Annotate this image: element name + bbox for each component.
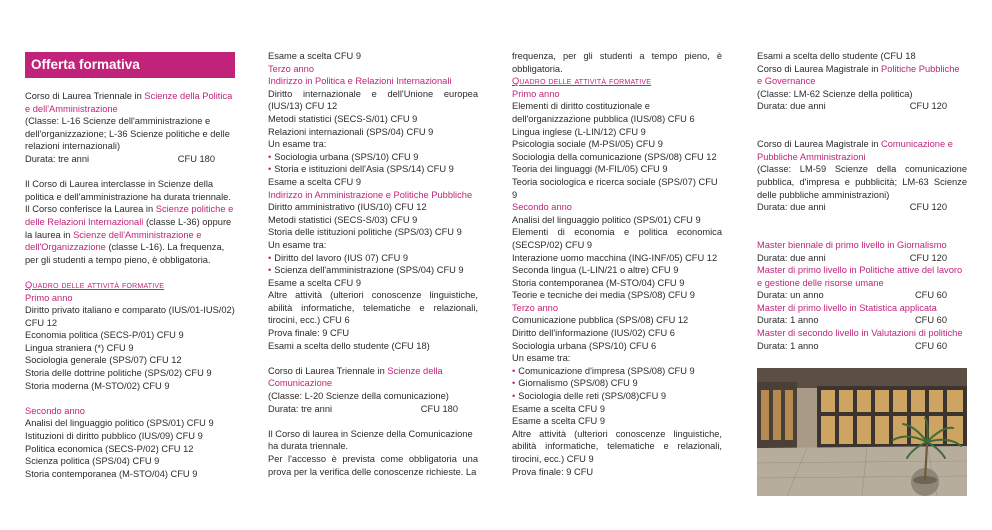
list-item: Esame a scelta CFU 9	[268, 51, 362, 61]
list-item: Elementi di diritto costituzionale e dell'organizzazione pubblica (IUS/08) CFU 6	[512, 101, 695, 124]
desc-text: Il Corso conferisce la Laurea in	[25, 204, 156, 215]
list-item: Diritto privato italiano e comparato (IUS/01-IUS/02) CFU 12	[25, 305, 235, 328]
duration-label: Durata: tre anni	[268, 403, 333, 414]
list-item: Relazioni internazionali (SPS/04) CFU 9	[268, 126, 434, 137]
course-intro: Corso di Laurea Triennale in	[268, 365, 388, 376]
list-item: Sociologia urbana (SPS/10) CFU 6	[512, 340, 657, 351]
degree-link-l16: Scienze dell'Amministrazione e dell'Organizzazione	[25, 229, 202, 253]
duration-cfu: CFU 60	[914, 290, 947, 301]
section-title: Offerta formativa	[25, 52, 235, 78]
list-item: Storia delle istituzioni politiche (SPS/03) CFU 9	[268, 227, 462, 238]
duration-row	[757, 314, 967, 327]
course-description-cont: frequenza, per gli studenti a tempo pieno, è obbligatoria.	[512, 51, 722, 74]
activities-heading: Quadro delle attività formative	[25, 279, 165, 290]
course-heading	[25, 90, 235, 115]
bullet-item: • Giornalismo (SPS/08) CFU 9	[512, 377, 722, 390]
duration-row	[268, 403, 478, 416]
campus-photo-illustration	[757, 368, 967, 496]
duration-label: Durata: due anni	[757, 101, 826, 112]
year-heading-second: Secondo anno	[512, 202, 572, 213]
campus-photo	[757, 368, 967, 496]
year-heading-first: Primo anno	[25, 292, 73, 303]
list-item: Analisi del linguaggio politico (SPS/01) CFU 9	[512, 214, 701, 225]
desc-text: (classe L-16). La frequenza, per gli studenti a tempo pieno, è obbligatoria.	[25, 242, 225, 265]
course-name-link: Politiche Pubbliche e Governance	[757, 63, 960, 87]
list-item: Seconda lingua (L-LIN/21 o altre) CFU 9	[512, 265, 679, 276]
duration-cfu: CFU 180	[420, 403, 458, 414]
second-year-list	[25, 417, 235, 480]
list-item: Un esame tra:	[512, 353, 571, 364]
course-description-2: Per l'accesso è prevista come obbligatoria una prova per la verifica delle conoscenze richieste. La	[268, 454, 478, 477]
list-item: Sociologia della comunicazione (SPS/08) CFU 12	[512, 151, 717, 162]
duration-row	[757, 252, 967, 265]
column-2	[268, 50, 478, 478]
track-heading-international: Indirizzo in Politica e Relazioni Internazionali	[268, 76, 452, 87]
course-description: Il Corso di laurea in Scienze della Comunicazione ha durata triennale.	[268, 428, 473, 452]
column-4	[757, 50, 967, 352]
course-heading	[757, 138, 967, 163]
degree-link-l36: Scienze politiche e delle Relazioni Internazionali	[25, 204, 234, 227]
course-name-link: Scienze della Politica e dell'Amministrazione	[25, 91, 233, 114]
column-1	[25, 50, 235, 480]
list-item: Prova finale: 9 CFU	[512, 466, 594, 477]
year-heading-third: Terzo anno	[512, 302, 558, 313]
bullet-item: • Comunicazione d'impresa (SPS/08) CFU 9	[512, 365, 722, 378]
list-item: Sociologia generale (SPS/07) CFU 12	[25, 355, 182, 366]
duration-label: Durata: due anni	[757, 202, 826, 213]
list-item: Metodi statistici (SECS-S/03) CFU 9	[268, 214, 418, 225]
track-heading-administration: Indirizzo in Amministrazione e Politiche Pubbliche	[268, 189, 473, 200]
duration-row	[757, 340, 967, 353]
list-item: Un esame tra:	[268, 239, 327, 250]
duration-row	[757, 289, 967, 302]
list-item: Storia contemporanea (M-STO/04) CFU 9	[512, 277, 685, 288]
master-title: Master biennale di primo livello in Giornalismo	[757, 239, 947, 250]
list-item: Istituzioni di diritto pubblico (IUS/09) CFU 9	[25, 431, 203, 442]
master-title: Master di primo livello in Statistica applicata	[757, 302, 937, 313]
duration-label: Durata: due anni	[757, 252, 826, 263]
course-description: Il Corso di Laurea interclasse in Scienze della politica e dell'amministrazione ha durata triennale.	[25, 179, 231, 202]
bullet-item: • Diritto del lavoro (IUS 07) CFU 9	[268, 252, 478, 265]
bullet-item: • Sociologia urbana (SPS/10) CFU 9	[268, 151, 478, 164]
list-item: Comunicazione pubblica (SPS/08) CFU 12	[512, 315, 689, 326]
list-item: Teorie e tecniche dei media (SPS/08) CFU 9	[512, 290, 695, 301]
list-item: Esame a scelta CFU 9	[268, 277, 362, 288]
column-3	[512, 50, 722, 478]
desc-text: (classe L-36) oppure la laurea in	[25, 216, 232, 240]
list-item: Lingua straniera (*) CFU 9	[25, 342, 134, 353]
course-name-link: Comunicazione e Pubbliche Amministrazioni	[757, 139, 953, 162]
course-class: (Classe: L-16 Scienze dell'amministrazione e dell'organizzazione; L-36 Scienze politiche e delle relazioni internazionali)	[25, 116, 230, 152]
master-title: Master di secondo livello in Valutazioni di politiche	[757, 328, 963, 339]
list-item: Politica economica (SECS-P/02) CFU 12	[25, 443, 194, 454]
course-heading	[268, 365, 478, 390]
duration-row	[25, 153, 235, 166]
first-year-list	[25, 304, 235, 392]
bullet-item: • Storia e istituzioni dell'Asia (SPS/14) CFU 9	[268, 163, 478, 176]
duration-label: Durata: 1 anno	[757, 340, 819, 351]
list-item: Economia politica (SECS-P/01) CFU 9	[25, 330, 184, 341]
list-item: Analisi del linguaggio politico (SPS/01) CFU 9	[25, 418, 214, 429]
year-heading-first: Primo anno	[512, 88, 560, 99]
list-item: Altre attività (ulteriori conoscenze linguistiche, abilità informatiche, telematiche e relazionali, tirocini, ecc.) CFU 6	[268, 290, 478, 326]
list-item: Esami a scelta dello studente (CFU 18	[757, 51, 916, 61]
master-title: Master di primo livello in Politiche attive del lavoro e gestione delle risorse umane	[757, 265, 963, 288]
list-item: Storia moderna (M-STO/02) CFU 9	[25, 380, 170, 391]
list-item: Esami a scelta dello studente (CFU 18)	[268, 340, 430, 351]
duration-label: Durata: 1 anno	[757, 315, 819, 326]
list-item: Storia delle dottrine politiche (SPS/02) CFU 9	[25, 368, 212, 379]
list-item: Teoria sociologica e ricerca sociale (SPS/07) CFU 9	[512, 176, 718, 200]
duration-row	[757, 201, 967, 214]
course-description-2	[25, 203, 235, 266]
duration-row	[757, 100, 967, 113]
list-item: Diritto amministrativo (IUS/10) CFU 12	[268, 202, 427, 213]
list-item: Elementi di economia e politica economica (SECSP/02) CFU 9	[512, 227, 722, 250]
list-item: Diritto dell'informazione (IUS/02) CFU 6	[512, 328, 675, 339]
course-name-link: Scienze della Comunicazione	[268, 365, 443, 389]
list-item: Metodi statistici (SECS-S/01) CFU 9	[268, 113, 418, 124]
duration-cfu: CFU 120	[909, 101, 947, 112]
duration-cfu: CFU 120	[909, 252, 947, 263]
year-heading-second: Secondo anno	[25, 405, 85, 416]
course-intro: Corso di Laurea Triennale in	[25, 91, 145, 101]
list-item: Diritto internazionale e dell'Unione europea (IUS/13) CFU 12	[268, 88, 478, 112]
list-item: Scienza politica (SPS/04) CFU 9	[25, 456, 160, 467]
list-item: Un esame tra:	[268, 139, 327, 150]
activities-heading: Quadro delle attività formative	[512, 76, 652, 87]
duration-cfu: CFU 180	[177, 153, 215, 164]
list-item: Lingua inglese (L-LIN/12) CFU 9	[512, 126, 646, 137]
duration-label: Durata: un anno	[757, 290, 824, 301]
list-item: Altre attività (ulteriori conoscenze linguistiche, abilità informatiche, telematiche e relazionali, tirocini, ecc.) CFU 9	[512, 428, 722, 464]
list-item: Storia contemporanea (M-STO/04) CFU 9	[25, 468, 198, 479]
list-item: Prova finale: 9 CFU	[268, 328, 350, 339]
duration-cfu: CFU 60	[914, 315, 947, 326]
duration-cfu: CFU 60	[914, 340, 947, 351]
course-intro: Corso di Laurea Magistrale in	[757, 63, 882, 74]
list-item: Esame a scelta CFU 9	[268, 176, 362, 187]
course-heading	[757, 63, 967, 88]
year-heading-third: Terzo anno	[268, 63, 314, 74]
duration-label: Durata: tre anni	[25, 153, 90, 164]
course-class: (Classe: LM-59 Scienze della comunicazione pubblica, d'impresa e pubblicità; LM-63 Scienze delle pubbliche amministrazioni)	[757, 164, 967, 200]
list-item: Teoria dei linguaggi (M-FIL/05) CFU 9	[512, 164, 668, 175]
course-intro: Corso di Laurea Magistrale in	[757, 139, 882, 150]
list-item: Esame a scelta CFU 9	[512, 403, 606, 414]
bullet-item: • Sociologia delle reti (SPS/08)CFU 9	[512, 390, 722, 403]
bullet-item: • Scienza dell'amministrazione (SPS/04) CFU 9	[268, 264, 478, 277]
list-item: Psicologia sociale (M-PSI/05) CFU 9	[512, 139, 663, 150]
course-class: (Classe: LM-62 Scienze della politica)	[757, 88, 913, 99]
course-class: (Classe: L-20 Scienze della comunicazione)	[268, 391, 449, 402]
duration-cfu: CFU 120	[909, 202, 947, 213]
list-item: Esame a scelta CFU 9	[512, 416, 606, 427]
list-item: Interazione uomo macchina (ING-INF/05) CFU 12	[512, 252, 718, 263]
